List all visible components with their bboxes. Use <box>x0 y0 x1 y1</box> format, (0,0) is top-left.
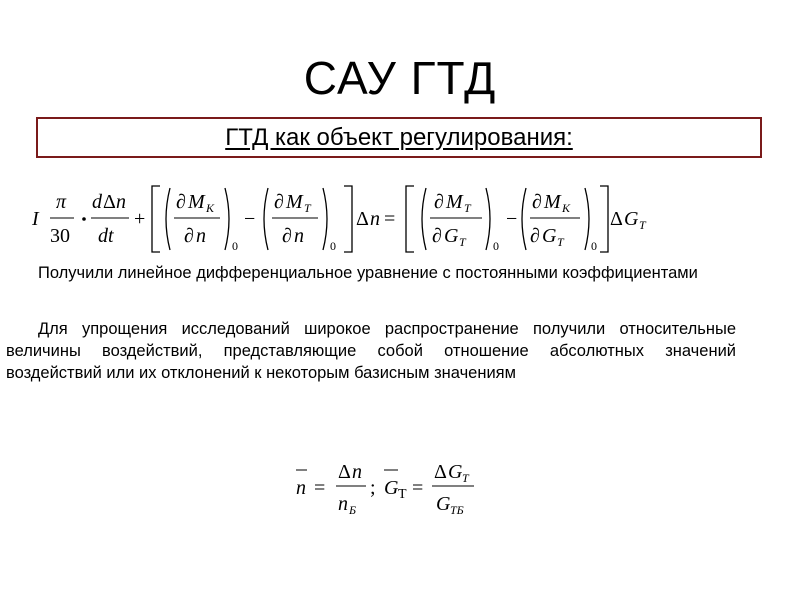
svg-text:n: n <box>352 461 362 483</box>
svg-text:I: I <box>32 208 39 230</box>
svg-text:∂: ∂ <box>176 191 186 213</box>
svg-text:T: T <box>464 201 471 215</box>
svg-text:;: ; <box>370 477 376 499</box>
svg-text:Δ: Δ <box>103 191 116 213</box>
svg-text:n: n <box>196 225 206 247</box>
svg-text:T: T <box>459 235 466 249</box>
paragraph-1-text: Получили линейное дифференциальное уравнение с постоянными коэффициентами <box>38 264 698 282</box>
svg-text:Δ: Δ <box>338 461 351 483</box>
svg-text:Δ: Δ <box>356 208 369 230</box>
svg-text:K: K <box>562 201 571 215</box>
svg-text:Δ: Δ <box>610 208 623 230</box>
svg-text:Δ: Δ <box>434 461 447 483</box>
svg-text:n: n <box>338 493 348 515</box>
svg-text:∂: ∂ <box>530 225 540 247</box>
svg-text:n: n <box>296 477 306 499</box>
svg-text:∂: ∂ <box>184 225 194 247</box>
svg-text:T: T <box>557 235 564 249</box>
svg-text:=: = <box>384 208 396 230</box>
svg-text:=: = <box>412 477 424 499</box>
svg-text:n: n <box>116 191 126 213</box>
subtitle-box <box>36 117 762 158</box>
svg-text:Б: Б <box>349 503 357 517</box>
svg-text:G: G <box>436 493 451 515</box>
svg-text:0: 0 <box>232 239 238 253</box>
svg-text:−: − <box>506 208 518 230</box>
svg-text:G: G <box>444 225 459 247</box>
svg-text:=: = <box>314 477 326 499</box>
svg-text:∂: ∂ <box>282 225 292 247</box>
svg-text:0: 0 <box>493 239 499 253</box>
svg-text:n: n <box>370 208 380 230</box>
paragraph-relative-values <box>6 318 736 384</box>
svg-text:T: T <box>304 201 311 215</box>
svg-text:TБ: TБ <box>450 503 464 517</box>
svg-text:M: M <box>188 191 205 213</box>
svg-text:−: − <box>244 208 256 230</box>
svg-text:G: G <box>624 208 639 230</box>
svg-text:T: T <box>639 218 646 232</box>
svg-text:∂: ∂ <box>274 191 284 213</box>
svg-text:M: M <box>446 191 463 213</box>
svg-text:π: π <box>56 191 67 213</box>
svg-text:0: 0 <box>591 239 597 253</box>
svg-text:K: K <box>206 201 215 215</box>
differential-equation <box>30 178 650 258</box>
subtitle-text: ГТД как объект регулирования: <box>225 123 573 151</box>
paragraph-linear-equation <box>6 262 736 284</box>
svg-text:d: d <box>92 191 102 213</box>
svg-text:G: G <box>448 461 463 483</box>
svg-text:T: T <box>462 471 469 485</box>
svg-text:0: 0 <box>330 239 336 253</box>
svg-text:∂: ∂ <box>532 191 542 213</box>
svg-text:M: M <box>544 191 561 213</box>
svg-text:+: + <box>134 208 146 230</box>
svg-text:G: G <box>384 477 399 499</box>
paragraph-2-text: Для упрощения исследований широкое распространение получили относительные величины воздействий, представляющие собой отношение абсолютных значений воздействий или их отклонений к некоторым базисным значениям <box>6 320 736 382</box>
svg-text:G: G <box>542 225 557 247</box>
svg-text:Т: Т <box>398 487 407 502</box>
svg-text:30: 30 <box>50 225 70 247</box>
relative-values-formula <box>292 456 482 520</box>
svg-text:dt: dt <box>98 225 114 247</box>
svg-text:n: n <box>294 225 304 247</box>
slide-title: САУ ГТД <box>303 52 497 104</box>
svg-text:∂: ∂ <box>434 191 444 213</box>
svg-text:∂: ∂ <box>432 225 442 247</box>
svg-text:M: M <box>286 191 303 213</box>
